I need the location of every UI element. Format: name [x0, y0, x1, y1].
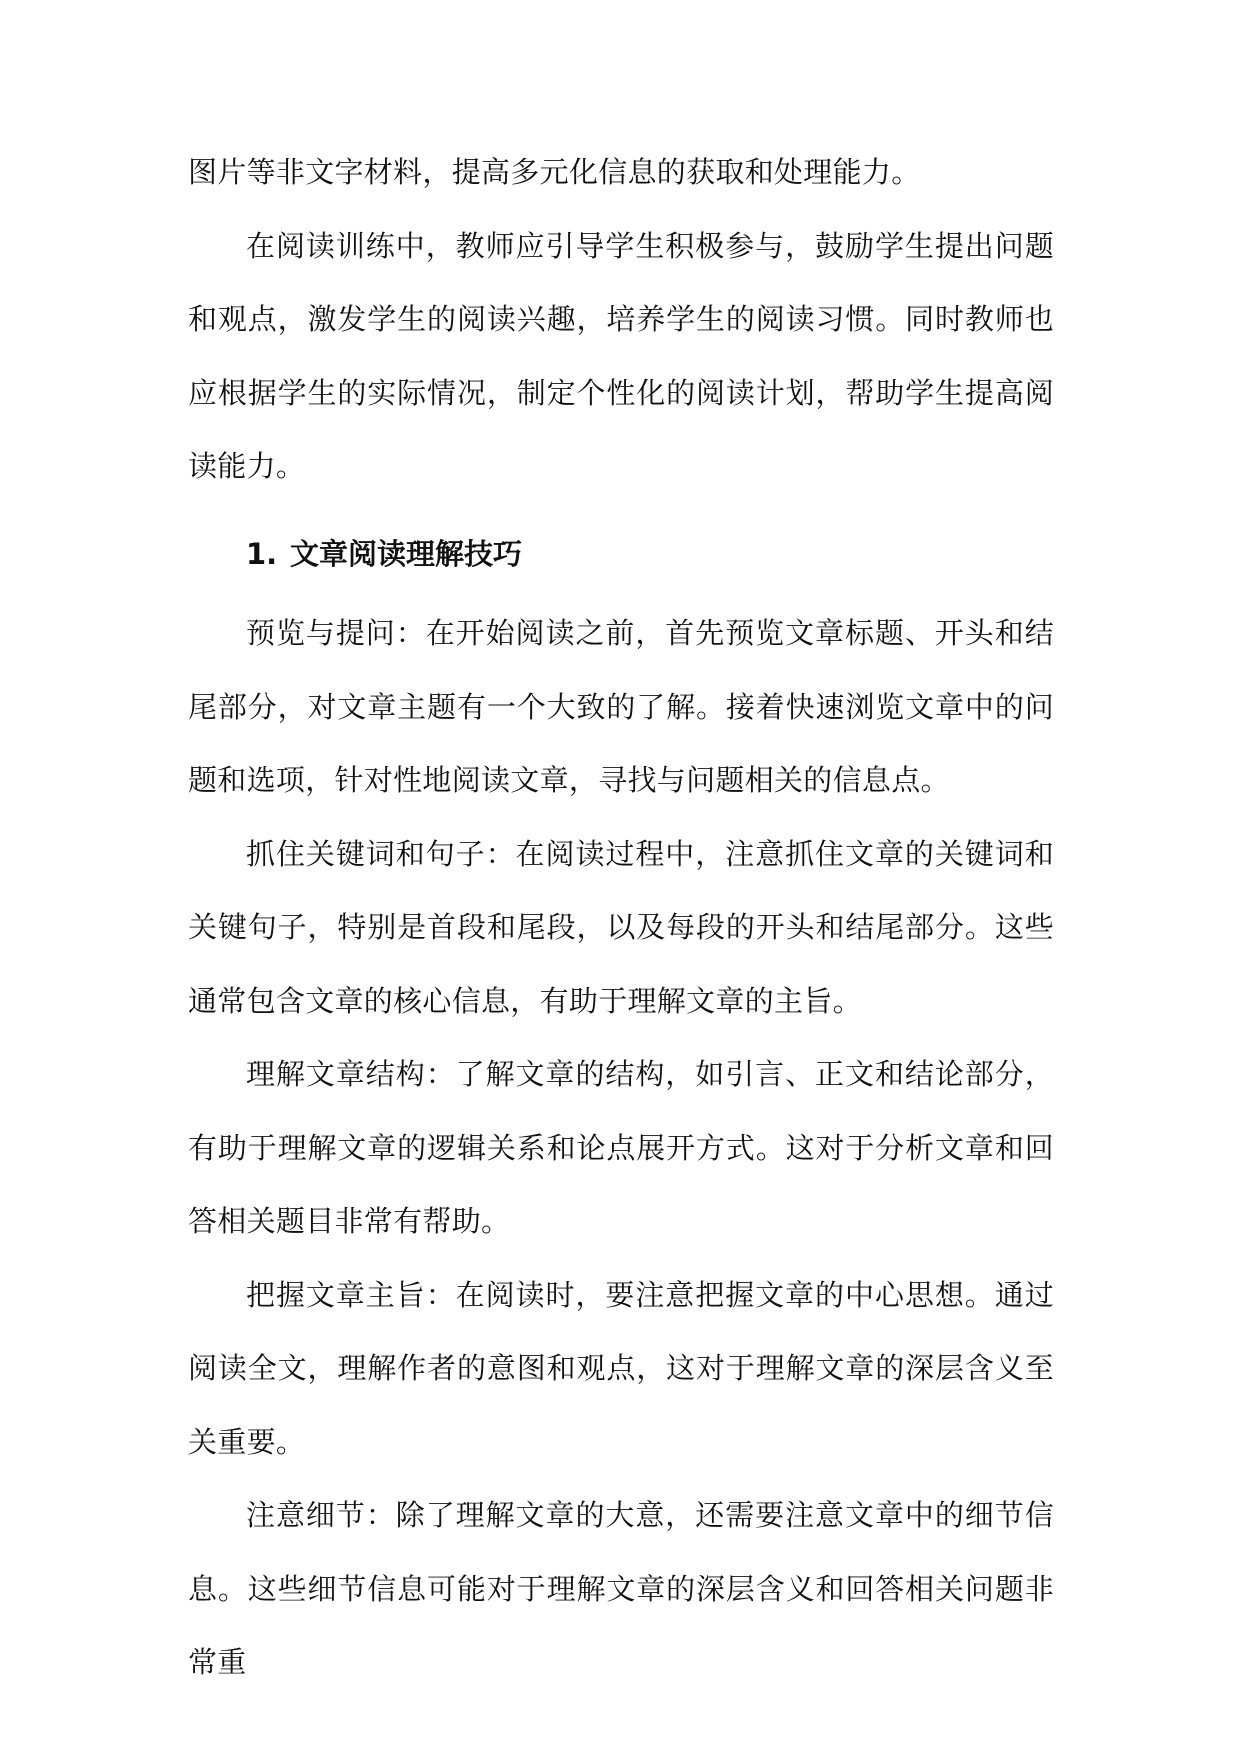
section-number: 1.	[246, 536, 278, 571]
paragraph: 在阅读训练中，教师应引导学生积极参与，鼓励学生提出问题和观点，激发学生的阅读兴趣，培养学生的阅读习惯。同时教师也应根据学生的实际情况，制定个性化的阅读计划，帮助学生提高阅读能力。	[188, 228, 1054, 483]
section-title: 文章阅读理解技巧	[290, 536, 523, 571]
document-body	[188, 136, 1054, 1700]
paragraph: 预览与提问：在开始阅读之前，首先预览文章标题、开头和结尾部分，对文章主题有一个大致的了解。接着快速浏览文章中的问题和选项，针对性地阅读文章，寻找与问题相关的信息点。	[188, 616, 1054, 797]
paragraph: 抓住关键词和句子：在阅读过程中，注意抓住文章的关键词和关键句子，特别是首段和尾段，以及每段的开头和结尾部分。这些通常包含文章的核心信息，有助于理解文章的主旨。	[188, 836, 1054, 1018]
paragraph: 理解文章结构：了解文章的结构，如引言、正文和结论部分，有助于理解文章的逻辑关系和论点展开方式。这对于分析文章和回答相关题目非常有帮助。	[188, 1057, 1054, 1238]
section-heading	[188, 518, 1054, 592]
paragraph: 把握文章主旨：在阅读时，要注意把握文章的中心思想。通过阅读全文，理解作者的意图和观点，这对于理解文章的深层含义至关重要。	[188, 1277, 1054, 1459]
paragraph: 图片等非文字材料，提高多元化信息的获取和处理能力。	[188, 155, 921, 189]
paragraph: 注意细节：除了理解文章的大意，还需要注意文章中的细节信息。这些细节信息可能对于理解文章的深层含义和回答相关问题非常重	[188, 1498, 1054, 1679]
